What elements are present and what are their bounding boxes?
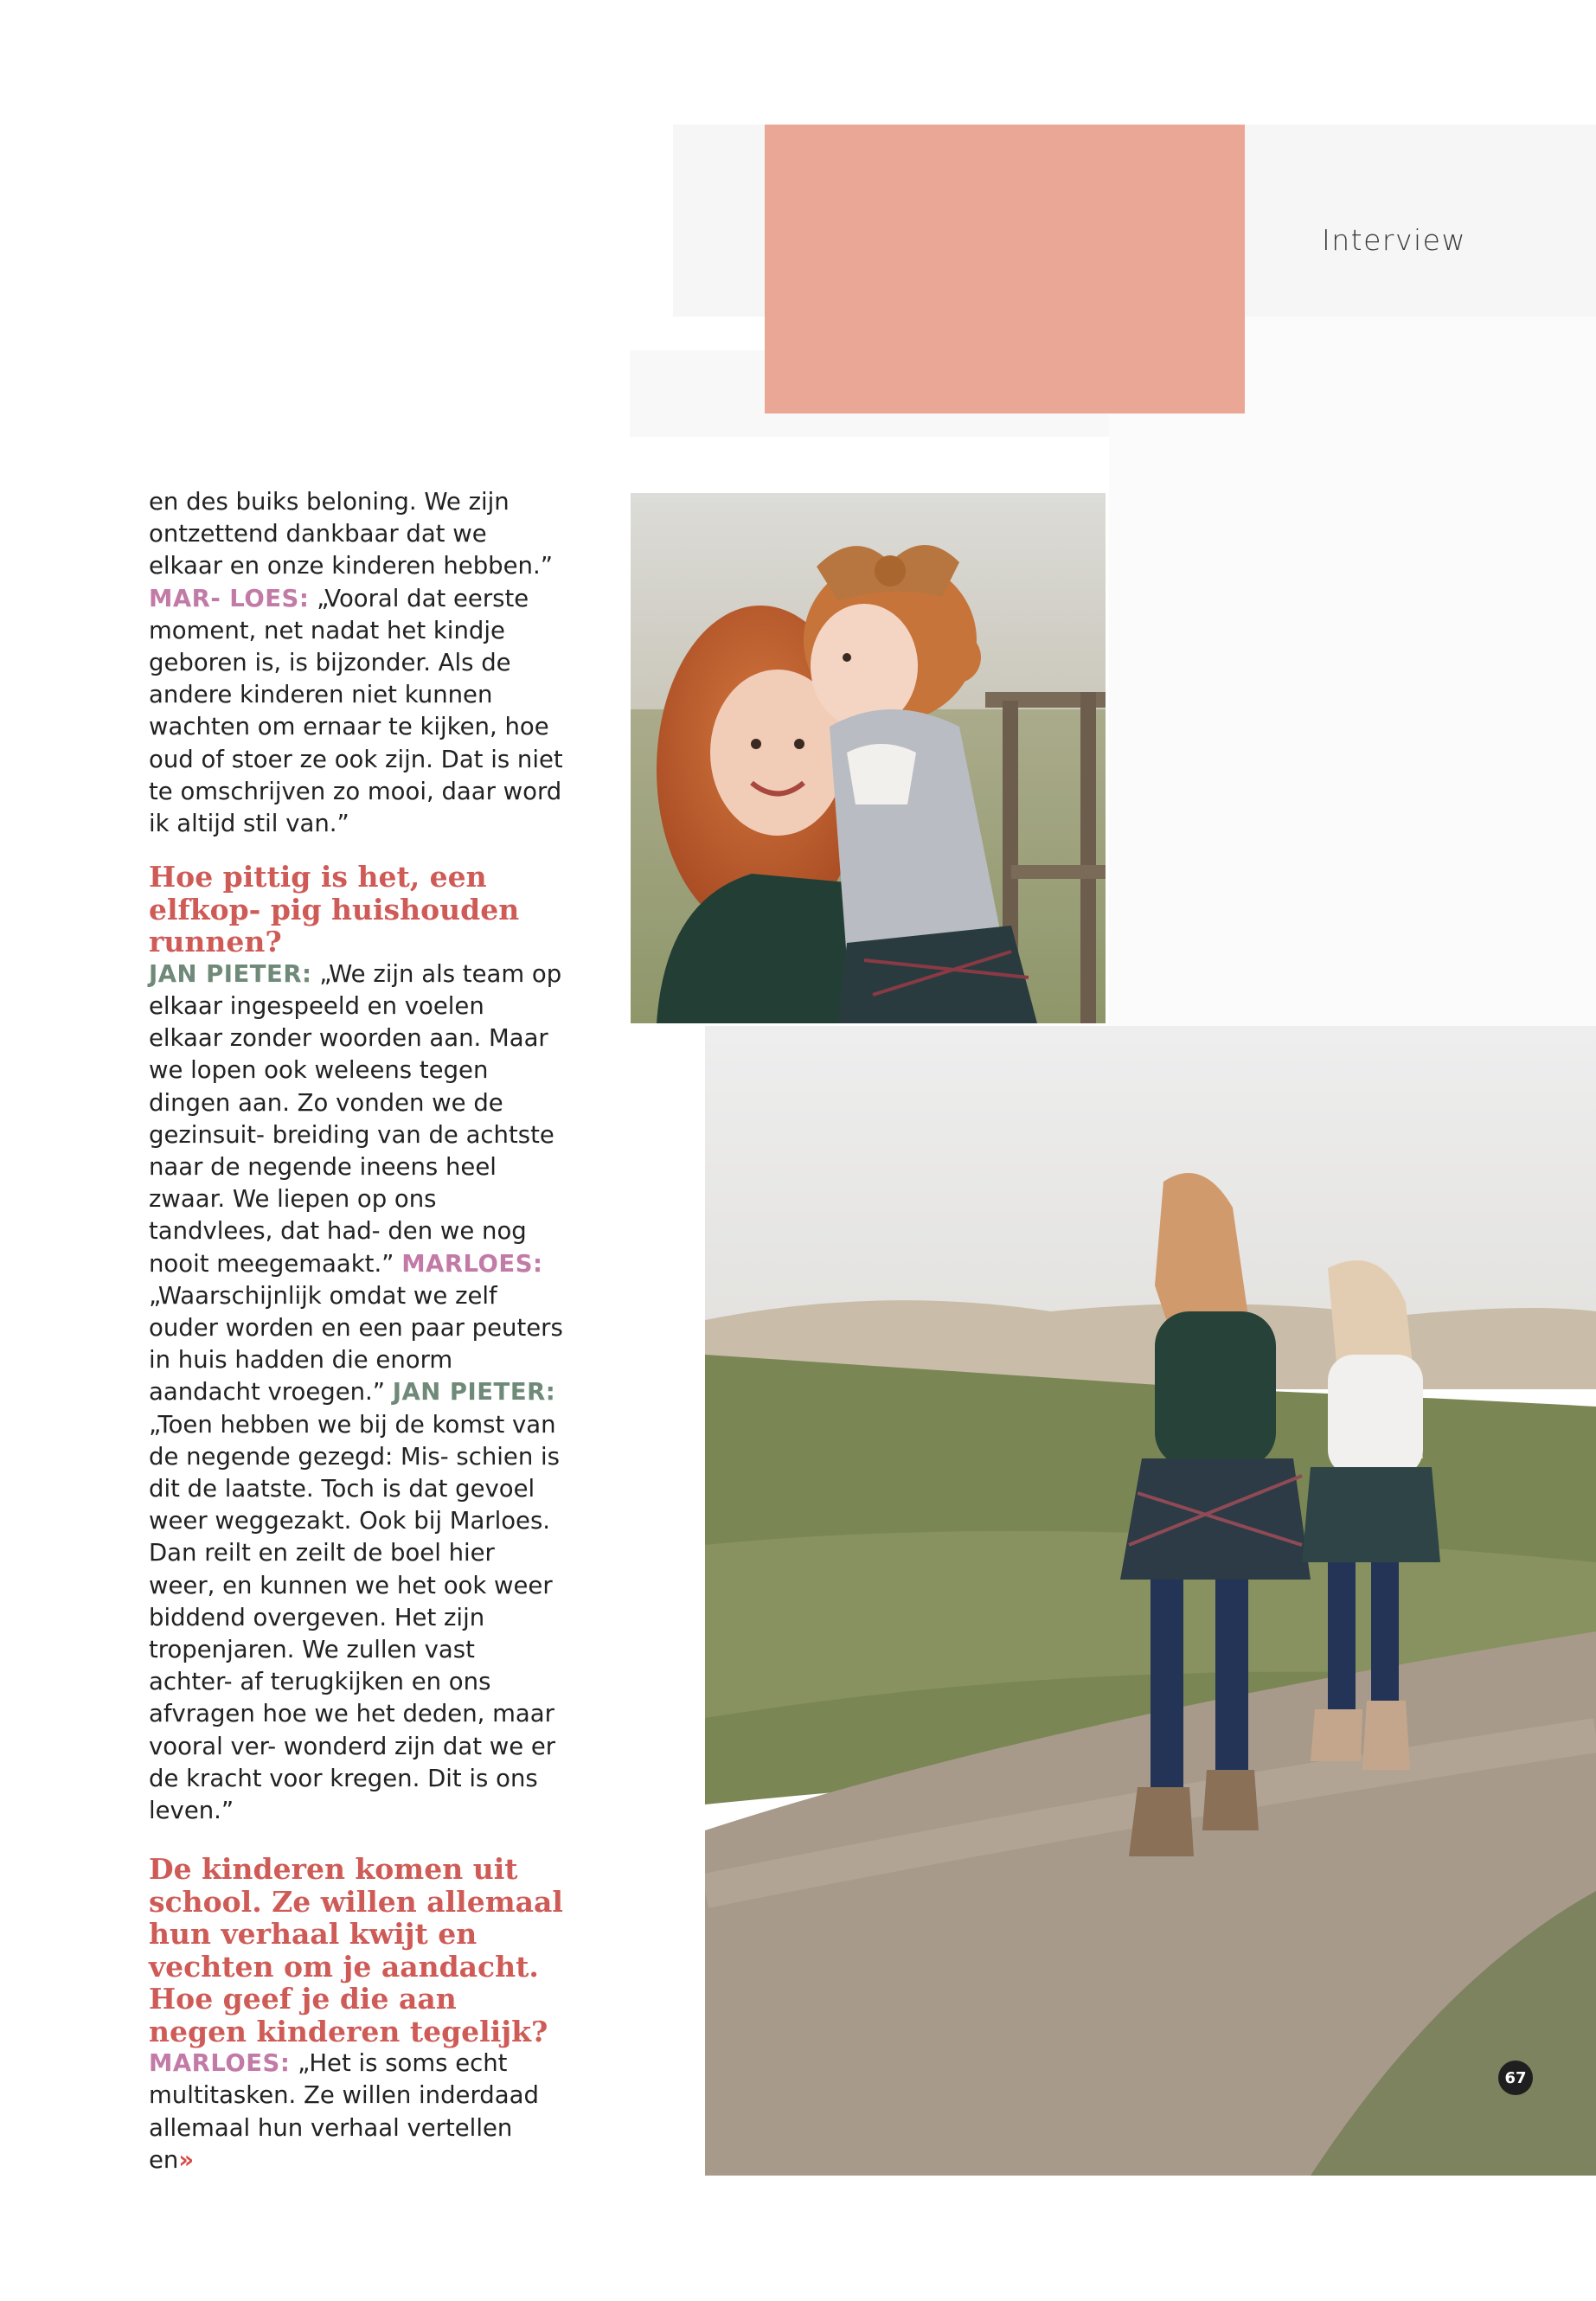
question-2: De kinderen komen uit school. Ze willen allemaal hun verhaal kwijt en vechten om je aandacht. Hoe geef je die aan negen kinderen tegelijk?	[149, 1852, 563, 2048]
accent-block	[765, 125, 1245, 413]
photo-sisters-walking	[705, 1026, 1596, 2176]
answer-2-text: „Het is soms echt multitasken. Ze willen inderdaad allemaal hun verhaal vertellen en	[149, 2049, 539, 2174]
photo-sisters-closeup	[631, 493, 1106, 1023]
paragraph-1	[149, 486, 564, 840]
continue-arrow-icon: »	[178, 2145, 195, 2174]
answer-1	[149, 958, 564, 1827]
answer-2	[149, 2048, 564, 2176]
paragraph-1-text: en des buiks beloning. We zijn ontzettend dankbaar dat we elkaar en onze kinderen hebben.”	[149, 488, 553, 580]
paragraph-1-quote: „Vooral dat eerste moment, net nadat het kindje geboren is, is bijzonder. Als de andere kinderen niet kunnen wachten om ernaar te kijken, hoe oud of stoer ze ook zijn. Dat is niet te omschrijven zo mooi, daar word ik altijd stil van.”	[149, 584, 563, 838]
speaker-marloes: MAR- LOES:	[149, 584, 310, 612]
speaker-jan-pieter: JAN PIETER:	[149, 959, 312, 988]
answer-1-text-2: „Waarschijnlijk omdat we zelf ouder worden en een paar peuters in huis hadden die enorm aandacht vroegen.”	[149, 1281, 563, 1407]
background-panel-right	[1109, 317, 1596, 1026]
speaker-jan-pieter: JAN PIETER:	[392, 1378, 556, 1407]
speaker-marloes: MARLOES:	[149, 2049, 291, 2078]
speaker-marloes: MARLOES:	[401, 1249, 543, 1278]
article-column	[149, 486, 564, 2176]
answer-1-text-1: „We zijn als team op elkaar ingespeeld en voelen elkaar zonder woorden aan. Maar we lopen ook weleens tegen dingen aan. Zo vonden we de gezinsuit- breiding van de achtste naar de negende ineens heel zwaar. We liepen op ons tandvlees, dat had- den we nog nooit meegemaakt.”	[149, 959, 562, 1278]
answer-1-text-3: „Toen hebben we bij de komst van de negende gezegd: Mis- schien is dit de laatste. Toch is dat gevoel weer weggezakt. Ook bij Marloes. Dan reilt en zeilt de boel hier weer, en kunnen we het ook weer biddend overgeven. Het zijn tropenjaren. We zullen vast achter- af terugkijken en ons afvragen hoe we het deden, maar vooral ver- wonderd zijn dat we er de kracht voor kregen. Dit is ons leven.”	[149, 1410, 560, 1825]
section-label: Interview	[1322, 223, 1466, 257]
question-1: Hoe pittig is het, een elfkop- pig huishouden runnen?	[149, 860, 520, 959]
page-number: 67	[1498, 2061, 1533, 2095]
